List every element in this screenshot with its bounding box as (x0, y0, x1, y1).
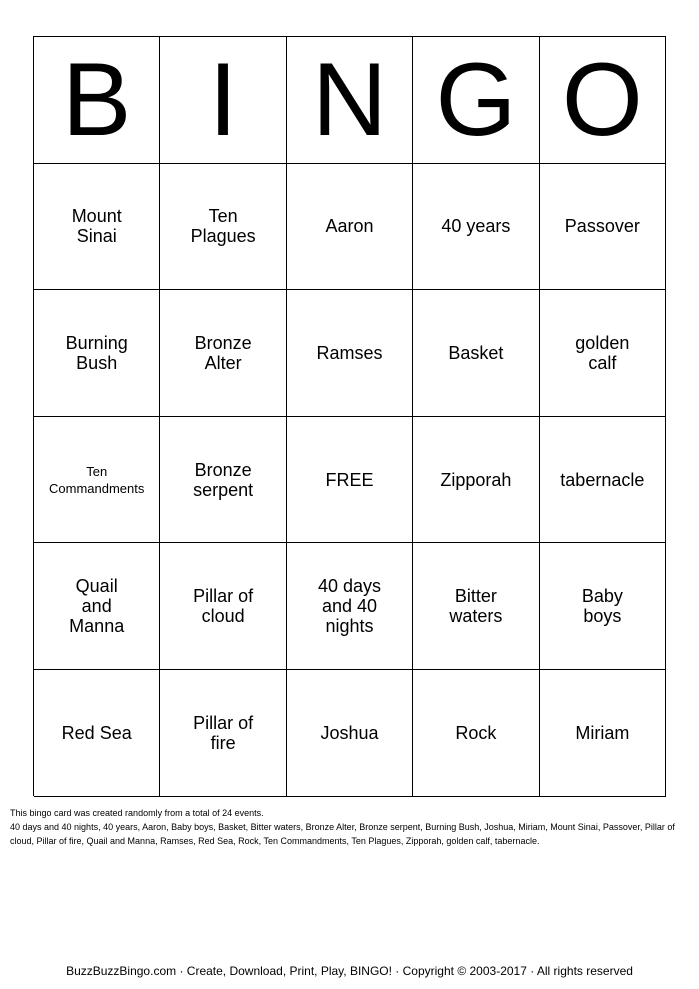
header-letter-i: I (160, 37, 286, 164)
bingo-cell: Red Sea (34, 670, 160, 797)
bingo-cell: Bronze Alter (160, 290, 286, 417)
bingo-cell: Aaron (287, 164, 413, 291)
card-events-list: 40 days and 40 nights, 40 years, Aaron, Baby boys, Basket, Bitter waters, Bronze Alter, Bronze serpent, Burning Bush, Joshua, Miriam, Mount Sinai, Passover, Pillar of cloud, Pillar of fire, Quail and Manna, Ramses, Red Sea, Rock, Ten Commandments, Ten Plagues, Zipporah, golden calf, tabernacle. (10, 822, 675, 846)
bingo-cell: Rock (413, 670, 539, 797)
bingo-cell: Miriam (540, 670, 666, 797)
card-info-line: This bingo card was created randomly from a total of 24 events. (10, 808, 264, 818)
bingo-cell: Ramses (287, 290, 413, 417)
free-space-cell: FREE (287, 417, 413, 544)
bingo-cell: Basket (413, 290, 539, 417)
bingo-header-row (34, 37, 666, 164)
bingo-cell: Bitter waters (413, 543, 539, 670)
header-letter-o: O (540, 37, 666, 164)
bingo-cell: Ten Plagues (160, 164, 286, 291)
footer-copyright: BuzzBuzzBingo.com · Create, Download, Print, Play, BINGO! · Copyright © 2003-2017 · All rights reserved (66, 964, 633, 978)
bingo-cell: Passover (540, 164, 666, 291)
bingo-cell: 40 days and 40 nights (287, 543, 413, 670)
bingo-cell: tabernacle (540, 417, 666, 544)
bingo-cell: golden calf (540, 290, 666, 417)
bingo-row-4 (34, 543, 666, 670)
bingo-cell: Mount Sinai (34, 164, 160, 291)
header-letter-n: N (287, 37, 413, 164)
bingo-row-5 (34, 670, 666, 797)
bingo-cell: Burning Bush (34, 290, 160, 417)
bingo-row-3 (34, 417, 666, 544)
header-letter-b: B (34, 37, 160, 164)
card-info-note (10, 806, 690, 848)
bingo-cell: Quail and Manna (34, 543, 160, 670)
bingo-cell: 40 years (413, 164, 539, 291)
bingo-row-2 (34, 290, 666, 417)
bingo-cell: Baby boys (540, 543, 666, 670)
bingo-card (33, 36, 666, 796)
bingo-row-1 (34, 164, 666, 291)
bingo-cell: Pillar of cloud (160, 543, 286, 670)
bingo-cell: Pillar of fire (160, 670, 286, 797)
bingo-cell: Joshua (287, 670, 413, 797)
bingo-cell: Bronze serpent (160, 417, 286, 544)
header-letter-g: G (413, 37, 539, 164)
bingo-cell: Ten Commandments (34, 417, 160, 544)
bingo-cell: Zipporah (413, 417, 539, 544)
